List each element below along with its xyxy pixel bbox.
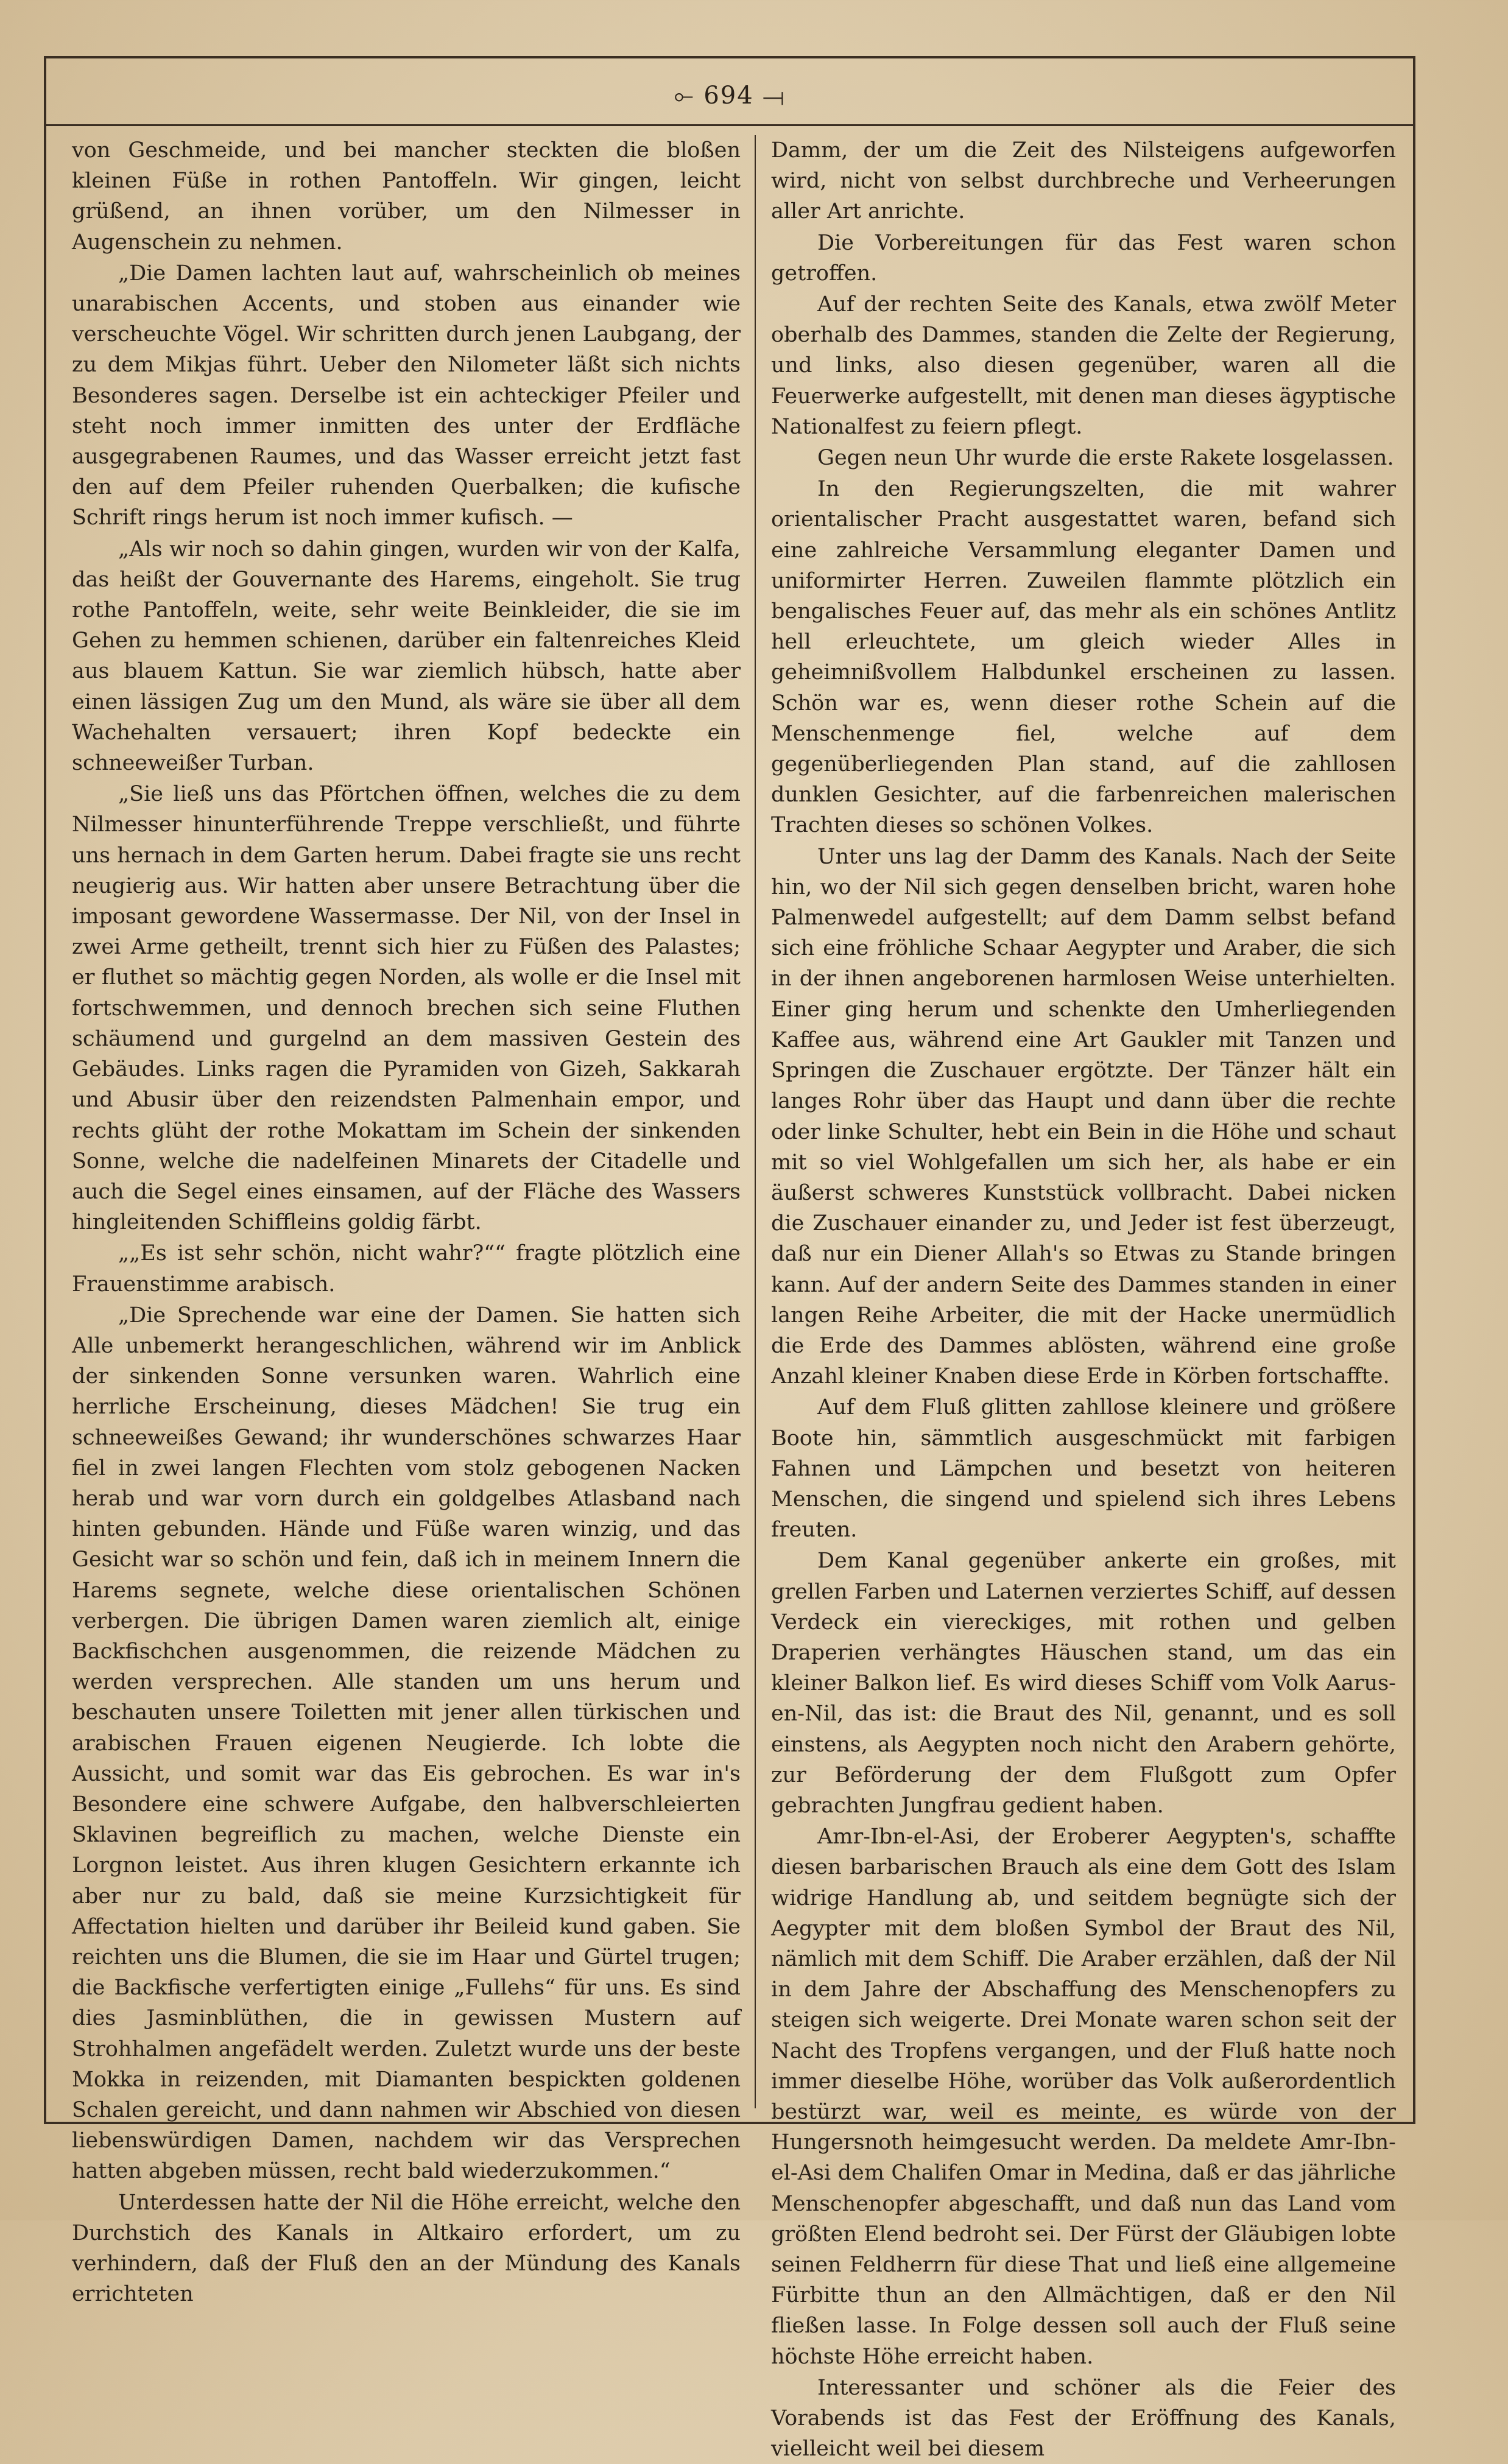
paragraph: Die Vorbereitungen für das Fest waren schon getroffen. — [771, 230, 1396, 286]
paragraph: „Die Damen lachten laut auf, wahrscheinlich ob meines unarabischen Accents, und stoben aus einander wie verscheuchte Vögel. Wir schritten durch jenen Laubgang, der zu dem Mikjas führt. Ueber den Nilometer läßt sich nichts Besonderes sagen. Derselbe ist ein achteckiger Pfeiler und steht noch immer inmitten des unter der Erdfläche ausgegrabenen Raumes, und das Wasser erreicht jetzt fast den auf dem Pfeiler ruhenden Querbalken; die kufische Schrift rings herum ist noch immer kufisch. — — [72, 261, 741, 530]
paragraph: Auf der rechten Seite des Kanals, etwa zwölf Meter oberhalb des Dammes, standen die Zelte der Regierung, und links, also diesen gegenüber, waren all die Feuerwerke aufgestellt, mit denen man dieses ägyptische Nationalfest zu feiern pflegt. — [771, 292, 1396, 439]
paragraph: „Als wir noch so dahin gingen, wurden wir von der Kalfa, das heißt der Gouvernante des Harems, eingeholt. Sie trug rothe Pantoffeln, weite, sehr weite Beinkleider, die sie im Gehen zu hemmen schienen, darüber ein faltenreiches Kleid aus blauem Kattun. Sie war ziemlich hübsch, hatte aber einen lässigen Zug um den Mund, als wäre sie über all dem Wachehalten versauert; ihren Kopf bedeckte ein schneeweißer Turban. — [72, 537, 741, 776]
paragraph: Auf dem Fluß glitten zahllose kleinere und größere Boote hin, sämmtlich ausgeschmückt mit farbigen Fahnen und Lämpchen und besetzt von heiteren Menschen, die singend und spielend sich ihres Lebens freuten. — [771, 1395, 1396, 1543]
ornament-right-icon: ⟞ — [763, 82, 786, 110]
paragraph: „Die Sprechende war eine der Damen. Sie hatten sich Alle unbemerkt herangeschlichen, während wir im Anblick der sinkenden Sonne versunken waren. Wahrlich eine herrliche Erscheinung, dieses Mädchen! Sie trug ein schneeweißes Gewand; ihr wunderschönes schwarzes Haar fiel in zwei langen Flechten vom stolz gebogenen Nacken herab und war vorn durch ein goldgelbes Atlasband nach hinten gebunden. Hände und Füße waren winzig, und das Gesicht war so schön und fein, daß ich in meinem Innern die Harems segnete, welche diese orientalischen Schönen verbergen. Die übrigen Damen waren ziemlich alt, einige Backfischchen ausgenommen, die reizende Mädchen zu werden versprechen. Alle standen um uns herum und beschauten unsere Toiletten mit jener allen türkischen und arabischen Frauen eigenen Neugierde. Ich lobte die Aussicht, und somit war das Eis gebrochen. Es war in's Besondere eine schwere Aufgabe, den halbverschleierten Sklavinen begreiflich zu machen, welche Dienste ein Lorgnon leistet. Aus ihren klugen Gesichtern erkannte ich aber nur zu bald, daß sie meine Kurzsichtigkeit für Affectation hielten und darüber ihr Beileid kund gaben. Sie reichten uns die Blumen, die sie im Haar und Gürtel trugen; die Backfische verfertigten einige „Fullehs“ für uns. Es sind dies Jasminblüthen, die in gewissen Mustern auf Strohhalmen angefädelt werden. Zuletzt wurde uns der beste Mokka in reizenden, mit Diamanten bespickten goldenen Schalen gereicht, und dann nahmen wir Abschied von diesen liebenswürdigen Damen, nachdem wir das Versprechen hatten abgeben müssen, recht bald wiederzukommen.“ — [72, 1303, 741, 2184]
page-number: 694 — [703, 82, 754, 110]
header-rule — [46, 124, 1413, 126]
column-divider — [755, 135, 756, 2108]
paragraph: In den Regierungszelten, die mit wahrer orientalischer Pracht ausgestattet waren, befand sich eine zahlreiche Versammlung eleganter Damen und uniformirter Herren. Zuweilen flammte plötzlich ein bengalisches Feuer auf, das mehr als ein schönes Antlitz hell erleuchtete, um gleich wieder Alles in geheimnißvollem Halbdunkel erscheinen zu lassen. Schön war es, wenn dieser rothe Schein auf die Menschenmenge fiel, welche auf dem gegenüberliegenden Plan stand, auf die zahllosen dunklen Gesichter, auf die farbenreichen malerischen Trachten dieses so schönen Volkes. — [771, 477, 1396, 838]
left-column — [72, 135, 741, 2307]
page-header — [46, 82, 1413, 110]
paragraph: Unter uns lag der Damm des Kanals. Nach der Seite hin, wo der Nil sich gegen denselben bricht, waren hohe Palmenwedel aufgestellt; auf dem Damm selbst befand sich eine fröhliche Schaar Aegypter und Araber, die sich in der ihnen angeborenen harmlosen Weise unterhielten. Einer ging herum und schenkte den Umherliegenden Kaffee aus, während eine Art Gaukler mit Tanzen und Springen die Zuschauer ergötzte. Der Tänzer hält ein langes Rohr über das Haupt und dann über die rechte oder linke Schulter, hebt ein Bein in die Höhe und schaut mit so viel Wohlgefallen um sich her, als habe er ein äußerst schweres Kunststück vollbracht. Dabei nicken die Zuschauer einander zu, und Jeder ist fest überzeugt, daß nur ein Diener Allah's so Etwas zu Stande bringen kann. Auf der andern Seite des Dammes standen in einer langen Reihe Arbeiter, die mit der Hacke unermüdlich die Erde des Dammes ablösten, während eine große Anzahl kleiner Knaben diese Erde in Körben fortschaffte. — [771, 844, 1396, 1389]
paragraph: von Geschmeide, und bei mancher steckten die bloßen kleinen Füße in rothen Pantoffeln. Wir gingen, leicht grüßend, an ihnen vorüber, um den Nilmesser in Augenschein zu nehmen. — [72, 138, 741, 255]
paragraph: „Sie ließ uns das Pförtchen öffnen, welches die zu dem Nilmesser hinunterführende Treppe verschließt, und führte uns hernach in dem Garten herum. Dabei fragte sie uns recht neugierig aus. Wir hatten aber unsere Betrachtung über die imposant gewordene Wassermasse. Der Nil, von der Insel in zwei Arme getheilt, trennt sich hier zu Füßen des Palastes; er fluthet so mächtig gegen Norden, als wolle er die Insel mit fortschwemmen, und dennoch brechen sich seine Fluthen schäumend und gurgelnd an dem massiven Gestein des Gebäudes. Links ragen die Pyramiden von Gizeh, Sakkarah und Abusir über den reizendsten Palmenhain empor, und rechts glüht der rothe Mokattam im Schein der sinkenden Sonne, welche die nadelfeinen Minarets der Citadelle und auch die Segel eines einsamen, auf der Fläche des Wassers hingleitenden Schiffleins goldig färbt. — [72, 782, 741, 1235]
ornament-left-icon: ⟜ — [674, 82, 695, 110]
paragraph: Dem Kanal gegenüber ankerte ein großes, mit grellen Farben und Laternen verziertes Schiff, auf dessen Verdeck ein viereckiges, mit rothen und gelben Draperien verhängtes Häuschen stand, um das ein kleiner Balkon lief. Es wird dieses Schiff vom Volk Aarus-en-Nil, das ist: die Braut des Nil, genannt, und es soll einstens, als Aegypten noch nicht den Arabern gehörte, zur Beförderung der dem Flußgott zum Opfer gebrachten Jungfrau gedient haben. — [771, 1549, 1396, 1818]
page-frame — [44, 56, 1415, 2462]
paragraph: „„Es ist sehr schön, nicht wahr?““ fragte plötzlich eine Frauenstimme arabisch. — [72, 1241, 741, 1297]
paragraph: Unterdessen hatte der Nil die Höhe erreicht, welche den Durchstich des Kanals in Altkairo erfordert, um zu verhindern, daß der Fluß den an der Mündung des Kanals errichteten — [72, 2190, 741, 2307]
paragraph: Amr-Ibn-el-Asi, der Eroberer Aegypten's, schaffte diesen barbarischen Brauch als eine dem Gott des Islam widrige Handlung ab, und seitdem begnügte sich der Aegypter mit dem bloßen Symbol der Braut des Nil, nämlich mit dem Schiff. Die Araber erzählen, daß der Nil in dem Jahre der Abschaffung des Menschenopfers zu steigen sich weigerte. Drei Monate waren schon seit der Nacht des Tropfens vergangen, und der Fluß hatte noch immer dieselbe Höhe, worüber das Volk außerordentlich bestürzt war, weil es meinte, es würde von der Hungersnoth heimgesucht werden. Da meldete Amr-Ibn-el-Asi dem Chalifen Omar in Medina, daß er das jährliche Menschenopfer abgeschafft, und daß nun das Land vom größten Elend bedroht sei. Der Fürst der Gläubigen lobte seinen Feldherrn für diese That und ließ eine allgemeine Fürbitte thun an den Allmächtigen, daß er den Nil fließen lasse. In Folge dessen soll auch der Fluß seine höchste Höhe erreicht haben. — [771, 1825, 1396, 2369]
paragraph: Gegen neun Uhr wurde die erste Rakete losgelassen. — [817, 446, 1394, 471]
paragraph: Interessanter und schöner als die Feier des Vorabends ist das Fest der Eröffnung des Kanals, vielleicht weil bei diesem — [771, 2375, 1396, 2462]
right-column — [771, 135, 1396, 2462]
paragraph: Damm, der um die Zeit des Nilsteigens aufgeworfen wird, nicht von selbst durchbreche und Verheerungen aller Art anrichte. — [771, 138, 1396, 224]
